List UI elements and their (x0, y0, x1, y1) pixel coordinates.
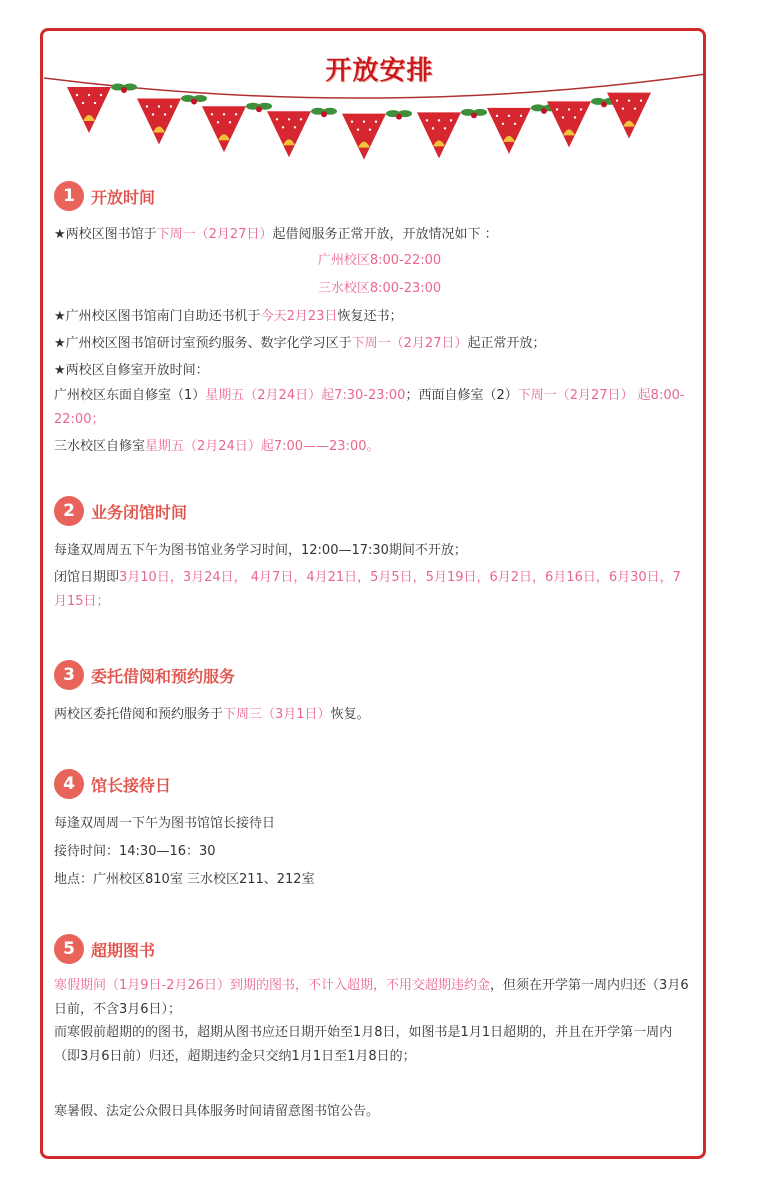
text-line: 每逢双周周一下午为图书馆馆长接待日 (54, 816, 276, 831)
guangzhou-hours: 广州校区8:00-22:00 (317, 253, 442, 268)
page-title: 开放安排 (325, 56, 434, 86)
holly-icon (311, 108, 337, 118)
section-title: 超期图书 (91, 940, 156, 960)
section-title: 开放时间 (91, 187, 156, 207)
section-heading-opening-hours (54, 180, 155, 212)
holly-icon (111, 84, 137, 94)
holly-icon (461, 109, 487, 119)
section-number-badge: 1 (54, 181, 84, 211)
bunting-decoration (44, 70, 706, 160)
footer-note: 寒暑假、法定公众假日具体服务时间请留意图书馆公告。 (54, 1104, 380, 1119)
section-number-badge: 3 (54, 660, 84, 690)
text-line: 地点：广州校区810室 三水校区211、212室 (54, 872, 315, 887)
text-line: 两校区委托借阅和预约服务于下周三（3月1日）恢复。 (54, 707, 370, 722)
text-line: ★广州校区图书馆研讨室预约服务、数字化学习区于下周一（2月27日）起正常开放； (54, 336, 546, 351)
closure-dates: 闭馆日期即3月10日，3月24日， 4月7日，4月21日，5月5日，5月19日，6月2日，6月16日，6月30日，7月15日； (54, 570, 681, 609)
section-title: 业务闭馆时间 (91, 502, 188, 522)
text-paragraph: 广州校区东面自修室（1）星期五（2月24日）起7:30-23:00；西面自修室（2）下周一（2月27日） 起8:00-22:00； (54, 388, 685, 427)
section-number-badge: 4 (54, 769, 84, 799)
text-line: ★两校区自修室开放时间： (54, 363, 209, 378)
section-heading-curator-day (54, 768, 171, 800)
holly-icon (181, 95, 207, 105)
text-line: ★广州校区图书馆南门自助还书机于今天2月23日恢复还书； (54, 309, 403, 324)
section-heading-delegated-borrowing (54, 659, 235, 691)
section-number-badge: 5 (54, 934, 84, 964)
text-paragraph: 寒假期间（1月9日-2月26日）到期的图书，不计入超期，不用交超期违约金，但须在开学第一周内归还（3月6日前，不含3月6日）； (54, 978, 689, 1017)
section-title: 委托借阅和预约服务 (91, 666, 236, 686)
section-number-badge: 2 (54, 496, 84, 526)
holly-icon (386, 110, 412, 120)
text-line: ★两校区图书馆于下周一（2月27日）起借阅服务正常开放，开放情况如下 ： (54, 227, 498, 242)
text-line: 每逢双周周五下午为图书馆业务学习时间，12:00—17:30期间不开放； (54, 543, 467, 558)
section-title: 馆长接待日 (91, 775, 172, 795)
section-heading-closure (54, 495, 187, 527)
section-heading-overdue-books (54, 933, 155, 965)
text-paragraph: 而寒假前超期的的图书，超期从图书应还日期开始至1月8日，如图书是1月1日超期的，并且在开学第一周内（即3月6日前）归还，超期违约金只交纳1月1日至1月8日的； (54, 1025, 673, 1064)
sanshui-hours: 三水校区8:00-23:00 (317, 281, 442, 296)
holly-icon (246, 103, 272, 113)
text-line: 接待时间：14:30—16：30 (54, 844, 216, 859)
text-line: 三水校区自修室星期五（2月24日）起7:00——23:00。 (54, 439, 380, 454)
